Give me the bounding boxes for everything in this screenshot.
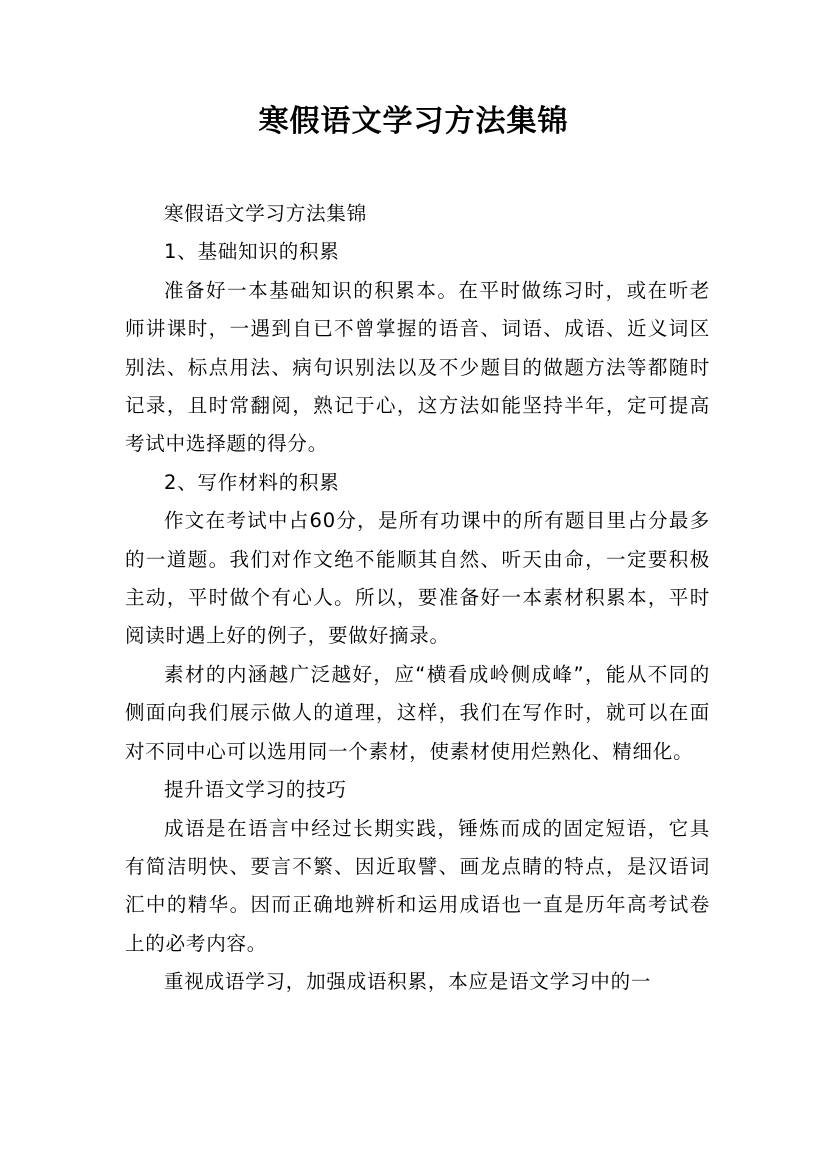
document-body [125, 195, 710, 1002]
paragraph-idiom-study: 重视成语学习，加强成语积累，本应是语文学习中的一 [164, 970, 652, 994]
paragraph-subtitle: 寒假语文学习方法集锦 [164, 202, 368, 225]
paragraph-writing-materials: 作文在考试中占60分，是所有功课中的所有题目里占分最多的一道题。我们对作文绝不能顺其自然、听天由命，一定要积极主动，平时做个有心人。所以，要准备好一本素材积累本，平时阅读时遇上好的例子，要做好摘录。 [125, 509, 710, 648]
document-title: 寒假语文学习方法集锦 [258, 104, 569, 139]
paragraph-material-scope: 素材的内涵越广泛越好，应“横看成岭侧成峰”，能从不同的侧面向我们展示做人的道理，这样，我们在写作时，就可以在面对不同中心可以选用同一个素材，使素材使用烂熟化、精细化。 [125, 662, 710, 763]
paragraph-basics: 准备好一本基础知识的积累本。在平时做练习时，或在听老师讲课时，一遇到自已不曾掌握的语音、词语、成语、近义词区别法、标点用法、病句识别法以及不少题目的做题方法等都随时记录，且时常翻阅，熟记于心，这方法如能坚持半年，定可提高考试中选择题的得分。 [125, 278, 710, 456]
paragraph-heading-1: 1、基础知识的积累 [164, 240, 340, 264]
paragraph-idioms: 成语是在语言中经过长期实践，锤炼而成的固定短语，它具有简洁明快、要言不繁、因近取譬、画龙点睛的特点，是汉语词汇中的精华。因而正确地辨析和运用成语也一直是历年高考试卷上的必考内容。 [125, 816, 710, 955]
paragraph-heading-2: 2、写作材料的积累 [164, 470, 340, 494]
paragraph-heading-3: 提升语文学习的技巧 [164, 778, 347, 802]
